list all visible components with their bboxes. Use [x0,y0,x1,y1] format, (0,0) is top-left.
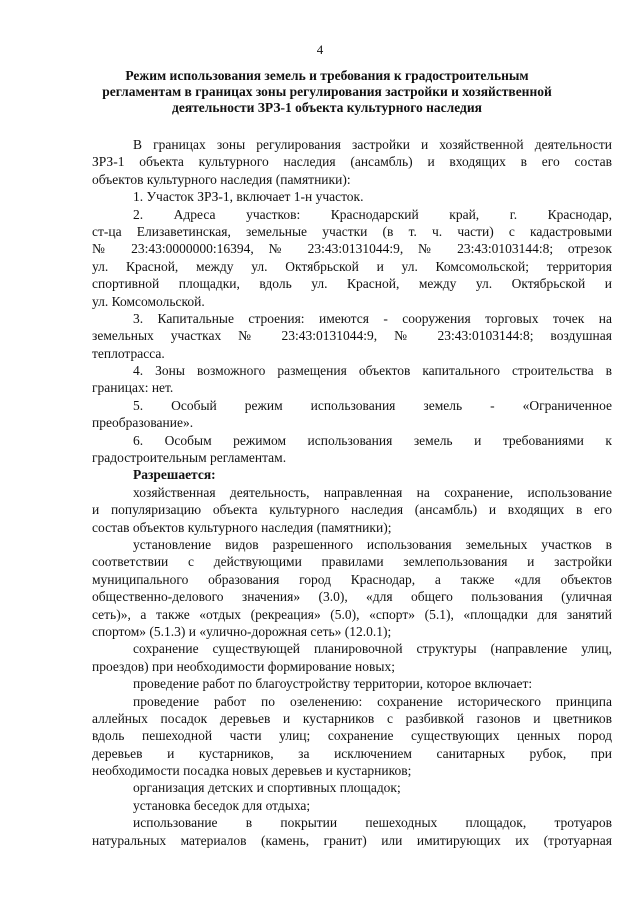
paragraph-line: установление видов разрешенного использования земельных участков в [133,536,612,552]
paragraph-line: объектов культурного наследия (памятники): [92,171,351,187]
paragraph-line: хозяйственная деятельность, направленная на сохранение, использование [133,484,612,500]
paragraph-line: проведение работ по озеленению: сохранение исторического принципа [133,693,612,709]
paragraph-line: сохранение существующей планировочной структуры (направление улиц, [133,641,612,657]
paragraph-line: 3. Капитальные строения: имеются - сооружения торговых точек на [133,310,612,326]
paragraph-line: спортивной площадки, вдоль ул. Красной, между ул. Октябрьской и [92,276,612,292]
paragraph-line: сеть)», а также «отдых (рекреация» (5.0), «спорт» (5.1), «площадки для занятий [92,606,612,622]
paragraph [92,536,612,640]
paragraph [92,797,612,814]
paragraph-line: натуральных материалов (камень, гранит) или имитирующих их (тротуарная [92,832,612,848]
heading-line: регламентам в границах зоны регулирования застройки и хозяйственной [102,84,552,99]
paragraph-line: проездов) при необходимости формирование новых; [92,658,395,674]
paragraph-line: преобразование». [92,415,194,431]
paragraph-line: спортом» (5.1.3) и «улично-дорожная сеть» (12.0.1); [92,623,392,639]
paragraph-line: организация детских и спортивных площадок; [133,780,401,796]
document-body [92,136,612,849]
paragraph-line: границах: нет. [92,380,174,396]
paragraph-line: установка беседок для отдыха; [133,797,311,813]
paragraph-line: 4. Зоны возможного размещения объектов капитального строительства в [133,363,612,379]
section-label [92,466,612,483]
paragraph [92,310,612,362]
paragraph [92,814,612,849]
paragraph [92,188,612,205]
paragraph-line: № 23:43:0000000:16394, № 23:43:0131044:9, № 23:43:0103144:8; отрезок [92,241,612,257]
paragraph-line: использование в покрытии пешеходных площадок, тротуаров [133,815,612,831]
paragraph-line: ЗРЗ-1 объекта культурного наследия (ансамбль) и входящих в его состав [92,154,612,170]
paragraph [92,397,612,432]
paragraph-line: 6. Особым режимом использования земель и требованиями к [133,432,612,448]
paragraph-line: муниципального образования город Краснодар, а также «для объектов [92,571,612,587]
paragraph-line: соответствии с действующими правилами землепользования и застройки [92,554,612,570]
paragraph-line: вдоль пешеходной части улиц; сохранение существующих ценных пород [92,728,612,744]
paragraph [92,693,612,780]
paragraph-line: аллейных посадок деревьев и кустарников с разбивкой газонов и цветников [92,710,612,726]
paragraph-line: состав объектов культурного наследия (памятники); [92,519,392,535]
paragraph [92,640,612,675]
paragraph [92,675,612,692]
paragraph-line: Разрешается: [133,467,216,483]
heading-line: деятельности ЗРЗ-1 объекта культурного наследия [172,100,482,115]
paragraph-line: В границах зоны регулирования застройки и хозяйственной деятельности [133,137,612,152]
paragraph-line: градостроительным регламентам. [92,450,287,466]
paragraph-line: необходимости посадка новых деревьев и кустарников; [92,763,412,779]
paragraph-line: 5. Особый режим использования земель - «Ограниченное [133,397,612,413]
paragraph-line: общественно-делового значения» (3.0), «для общего пользования (уличная [92,589,612,605]
paragraph [92,206,612,310]
paragraph [92,779,612,796]
document-heading [92,68,562,116]
paragraph-line: ул. Комсомольской. [92,293,205,309]
paragraph-line: теплотрасса. [92,345,165,361]
paragraph-line: 1. Участок ЗРЗ-1, включает 1-н участок. [133,189,364,205]
paragraph-line: и популяризацию объекта культурного наследия (ансамбль) и входящих в его [92,502,612,518]
paragraph-line: деревьев и кустарников, за исключением санитарных рубок, при [92,745,612,761]
paragraph-line: ул. Красной, между ул. Октябрьской и ул. Комсомольской; территория [92,258,612,274]
paragraph [92,484,612,536]
page-number: 4 [316,42,324,57]
paragraph-line: ст-ца Елизаветинская, земельные участки (в т. ч. части) с кадастровыми [92,223,612,239]
paragraph [92,136,612,188]
paragraph [92,362,612,397]
paragraph [92,432,612,467]
heading-line: Режим использования земель и требования к градостроительным [125,68,529,83]
paragraph-line: проведение работ по благоустройству территории, которое включает: [133,676,533,692]
paragraph-line: 2. Адреса участков: Краснодарский край, г. Краснодар, [133,206,612,222]
paragraph-line: земельных участках № 23:43:0131044:9, № 23:43:0103144:8; воздушная [92,328,612,344]
